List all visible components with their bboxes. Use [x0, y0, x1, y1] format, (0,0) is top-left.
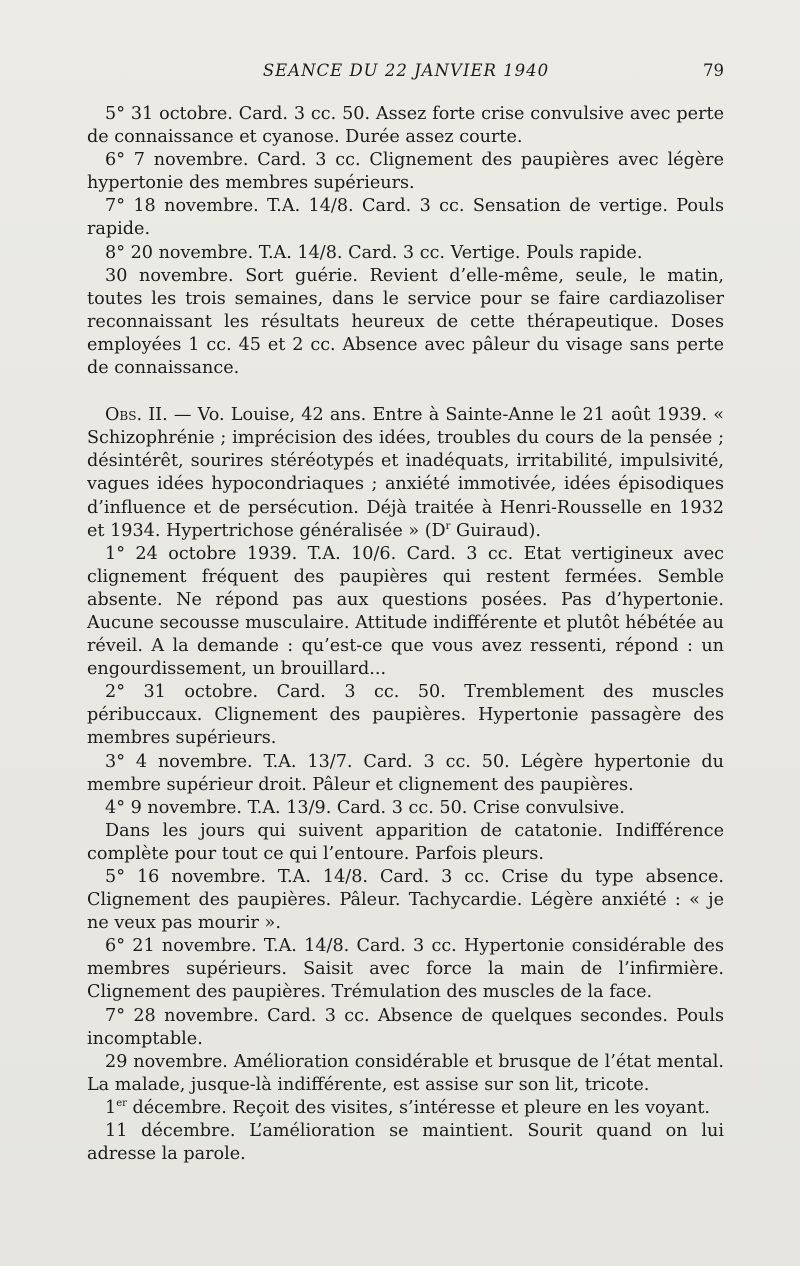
page-number: 79 [703, 61, 724, 80]
paragraph-catatonia: Dans les jours qui suivent apparition de catatonie. Indifférence complète pour tout ce qui l’entoure. Parfois pleurs. [87, 820, 724, 864]
paragraph-obs-5: 5° 31 octobre. Card. 3 cc. 50. Assez forte crise convulsive avec perte de connaissance et cyanose. Durée assez courte. [87, 104, 724, 148]
paragraph-december-1: 1er décembre. Reçoit des visites, s’intéresse et pleure en les voyant. [105, 1097, 711, 1118]
paragraph-session-5: 5° 16 novembre. T.A. 14/8. Card. 3 cc. Crise du type absence. Clignement des paupières. Pâleur. Tachycardie. Légère anxiété : « je ne veux pas mourir ». [87, 867, 724, 934]
paragraph-december-11: 11 décembre. L’amélioration se maintient. Sourit quand on lui adresse la parole. [87, 1121, 724, 1165]
paragraph-obs-8: 8° 20 novembre. T.A. 14/8. Card. 3 cc. Vertige. Pouls rapide. [105, 242, 643, 263]
paragraph-session-4: 4° 9 novembre. T.A. 13/9. Card. 3 cc. 50. Crise convulsive. [105, 797, 625, 818]
paragraph-outcome: 30 novembre. Sort guérie. Revient d’elle-même, seule, le matin, toutes les trois semaines, dans le service pour se faire cardiazoliser reconnaissant les résultats heureux de cette thérapeutique. Doses employées 1 cc. 45 et 2 cc. Absence avec pâleur du visage sans perte de connaissance. [87, 265, 724, 379]
paragraph-observation-2: Obs. II. — Vo. Louise, 42 ans. Entre à Sainte-Anne le 21 août 1939. « Schizophrénie ; imprécision des idées, troubles du cours de la pensée ; désintérêt, sourires stéréotypés et inadéquats, irritabilité, impulsivité, vagues idées hypocondriaques ; anxiété immotivée, idées épisodiques d’influence et de persécution. Déjà traitée à Henri-Rousselle en 1932 et 1934. Hypertrichose généralisée » ($D^r$ Guiraud). [87, 405, 724, 541]
body-text [87, 103, 724, 1166]
paragraph-session-7: 7° 28 novembre. Card. 3 cc. Absence de quelques secondes. Pouls incomptable. [87, 1005, 724, 1049]
paragraph-obs-7: 7° 18 novembre. T.A. 14/8. Card. 3 cc. Sensation de vertige. Pouls rapide. [87, 196, 724, 240]
running-title: SEANCE DU 22 JANVIER 1940 [262, 61, 550, 80]
page-header [88, 60, 724, 84]
paragraph-session-3: 3° 4 novembre. T.A. 13/7. Card. 3 cc. 50. Légère hypertonie du membre supérieur droit. Pâleur et clignement des paupières. [87, 751, 724, 795]
paragraph-session-1: 1° 24 octobre 1939. T.A. 10/6. Card. 3 cc. Etat vertigineux avec clignement fréquent des paupières qui restent fermées. Semble absente. Ne répond pas aux questions posées. Pas d’hypertonie. Aucune secousse musculaire. Attitude indifférente et plutôt hébétée au réveil. A la demande : qu’est-ce que vous avez ressenti, répond : un engourdissement, un brouillard... [87, 543, 724, 680]
paragraph-session-2: 2° 31 octobre. Card. 3 cc. 50. Tremblement des muscles péribuccaux. Clignement des paupières. Hypertonie passagère des membres supérieurs. [87, 682, 724, 749]
paragraph-obs-6: 6° 7 novembre. Card. 3 cc. Clignement des paupières avec légère hypertonie des membres supérieurs. [87, 150, 724, 194]
paragraph-session-6: 6° 21 novembre. T.A. 14/8. Card. 3 cc. Hypertonie considérable des membres supérieurs. Saisit avec force la main de l’infirmière. Clignement des paupières. Trémulation des muscles de la face. [87, 936, 724, 1003]
observation-label: Obs. II. [105, 405, 168, 426]
paragraph-improvement: 29 novembre. Amélioration considérable et brusque de l’état mental. La malade, jusque-là indifférente, est assise sur son lit, tricote. [87, 1051, 724, 1095]
